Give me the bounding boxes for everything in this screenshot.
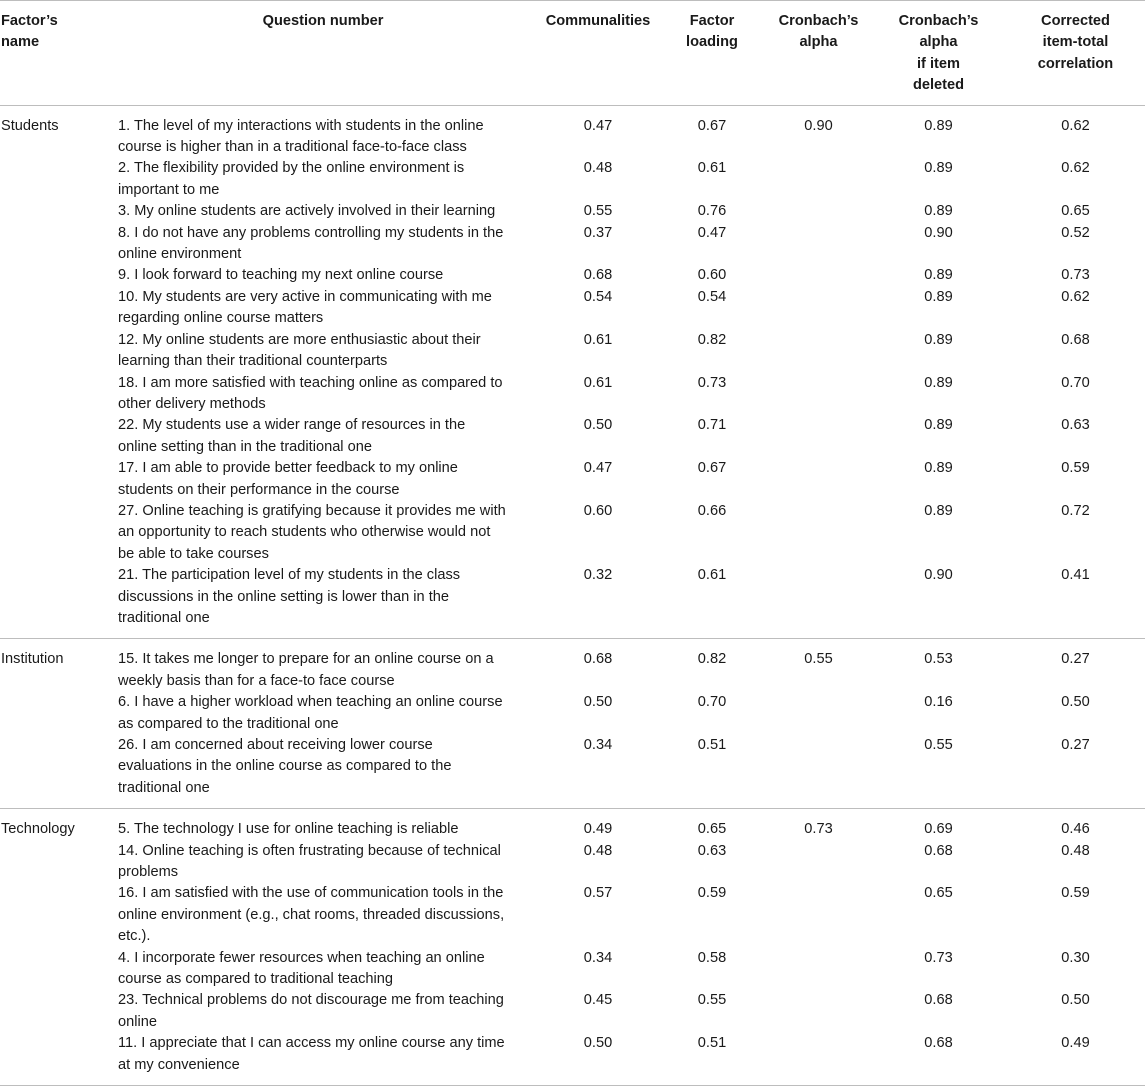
factor-loading-cell: 0.63 xyxy=(697,842,727,859)
factor-name-cell xyxy=(0,883,108,947)
communality-cell: 0.57 xyxy=(583,885,613,902)
alpha-if-deleted-cell: 0.89 xyxy=(924,331,953,348)
corrected-correlation-cell: 0.49 xyxy=(1006,1033,1145,1085)
cronbach-alpha-cell xyxy=(766,415,871,458)
cronbach-alpha-cell xyxy=(766,565,871,639)
question-cell: 18. I am more satisfied with teaching online as compared to other delivery methods xyxy=(118,374,503,412)
communality-cell: 0.49 xyxy=(583,821,613,838)
corrected-correlation-cell: 0.62 xyxy=(1061,288,1090,305)
factor-name-cell xyxy=(0,287,108,330)
alpha-if-deleted-cell: 0.89 xyxy=(924,288,953,305)
communality-cell: 0.68 xyxy=(583,267,613,284)
factor-loading-cell: 0.55 xyxy=(697,992,727,1009)
table-row xyxy=(0,373,1145,416)
factor-loading-cell: 0.61 xyxy=(658,565,766,639)
table-body xyxy=(0,105,1145,1085)
factor-name-cell xyxy=(0,735,108,809)
cronbach-alpha-cell xyxy=(766,223,871,266)
factor-loading-cell: 0.82 xyxy=(697,651,727,668)
question-cell: 11. I appreciate that I can access my online course any time at my convenience xyxy=(108,1033,538,1085)
table-row xyxy=(0,841,1145,884)
cronbach-alpha-cell xyxy=(766,692,871,735)
header-corrected-correlation: Corrected item-total correlation xyxy=(1006,1,1145,106)
table-row xyxy=(0,201,1145,222)
alpha-if-deleted-cell: 0.89 xyxy=(924,117,953,134)
factor-name-cell xyxy=(0,330,108,373)
question-cell: 23. Technical problems do not discourage me from teaching online xyxy=(118,992,504,1030)
alpha-if-deleted-cell: 0.68 xyxy=(924,842,953,859)
alpha-if-deleted-cell: 0.89 xyxy=(924,160,953,177)
question-cell: 17. I am able to provide better feedback to my online students on their performance in the course xyxy=(118,460,458,498)
factor-name-cell xyxy=(0,223,108,266)
communality-cell: 0.34 xyxy=(538,735,658,809)
factor-name-cell: Institution xyxy=(1,651,64,668)
alpha-if-deleted-cell: 0.89 xyxy=(924,374,953,391)
question-cell: 9. I look forward to teaching my next online course xyxy=(118,267,444,284)
communality-cell: 0.32 xyxy=(538,565,658,639)
question-cell: 27. Online teaching is gratifying because it provides me with an opportunity to reach students who otherwise would not be able to take courses xyxy=(118,502,506,562)
communality-cell: 0.34 xyxy=(583,949,613,966)
table-row xyxy=(0,990,1145,1033)
cronbach-alpha-cell xyxy=(766,373,871,416)
cronbach-alpha-cell xyxy=(766,158,871,201)
cronbach-alpha-cell xyxy=(766,330,871,373)
alpha-if-deleted-cell: 0.65 xyxy=(924,885,953,902)
alpha-if-deleted-cell: 0.89 xyxy=(924,460,953,477)
question-cell: 26. I am concerned about receiving lower course evaluations in the online course as compared to the traditional one xyxy=(108,735,538,809)
factor-name-cell xyxy=(0,458,108,501)
table-row xyxy=(0,105,1145,158)
alpha-if-deleted-cell: 0.89 xyxy=(924,417,953,434)
factor-loading-cell: 0.82 xyxy=(697,331,727,348)
corrected-correlation-cell: 0.70 xyxy=(1061,374,1090,391)
factor-name-cell xyxy=(0,692,108,735)
factor-loading-cell: 0.71 xyxy=(697,417,727,434)
corrected-correlation-cell: 0.63 xyxy=(1061,417,1090,434)
factor-name-cell xyxy=(0,373,108,416)
cronbach-alpha-cell xyxy=(766,948,871,991)
alpha-if-deleted-cell: 0.68 xyxy=(871,1033,1006,1085)
alpha-if-deleted-cell: 0.90 xyxy=(924,224,953,241)
header-alpha-if-deleted: Cronbach’s alpha if item deleted xyxy=(871,1,1006,106)
cronbach-alpha-cell xyxy=(766,883,871,947)
cronbach-alpha-cell xyxy=(766,735,871,809)
factor-name-cell xyxy=(0,501,108,565)
question-cell: 10. My students are very active in communicating with me regarding online course matters xyxy=(118,288,492,327)
header-question-number: Question number xyxy=(108,1,538,106)
factor-loading-cell: 0.51 xyxy=(658,735,766,809)
factor-loading-cell: 0.59 xyxy=(697,885,727,902)
factor-loading-cell: 0.51 xyxy=(658,1033,766,1085)
communality-cell: 0.47 xyxy=(583,460,613,477)
cronbach-alpha-cell: 0.55 xyxy=(804,651,833,668)
question-cell: 12. My online students are more enthusiastic about their learning than their traditional counterparts xyxy=(118,331,481,370)
alpha-if-deleted-cell: 0.55 xyxy=(871,735,1006,809)
cronbach-alpha-cell: 0.90 xyxy=(804,117,833,134)
factor-name-cell: Technology xyxy=(1,821,75,838)
communality-cell: 0.54 xyxy=(583,288,613,305)
communality-cell: 0.48 xyxy=(583,160,613,177)
communality-cell: 0.45 xyxy=(583,992,613,1009)
factor-loading-cell: 0.61 xyxy=(697,160,727,177)
factor-name-cell xyxy=(0,841,108,884)
question-cell: 16. I am satisfied with the use of communication tools in the online environment (e.g., chat rooms, threaded discussions, etc.). xyxy=(118,885,505,945)
communality-cell: 0.37 xyxy=(583,224,613,241)
corrected-correlation-cell: 0.41 xyxy=(1006,565,1145,639)
question-cell: 5. The technology I use for online teaching is reliable xyxy=(118,821,459,838)
factor-loading-cell: 0.47 xyxy=(697,224,727,241)
header-factor-loading: Factor loading xyxy=(658,1,766,106)
table-row xyxy=(0,265,1145,286)
factor-loading-cell: 0.70 xyxy=(697,694,727,711)
alpha-if-deleted-cell: 0.16 xyxy=(924,694,953,711)
factor-loading-cell: 0.66 xyxy=(697,502,727,519)
factor-loading-cell: 0.65 xyxy=(697,821,727,838)
header-cronbach-alpha: Cronbach’s alpha xyxy=(766,1,871,106)
cronbach-alpha-cell xyxy=(766,201,871,222)
communality-cell: 0.48 xyxy=(583,842,613,859)
corrected-correlation-cell: 0.27 xyxy=(1006,735,1145,809)
communality-cell: 0.61 xyxy=(583,331,613,348)
corrected-correlation-cell: 0.50 xyxy=(1061,694,1090,711)
communality-cell: 0.50 xyxy=(583,694,613,711)
corrected-correlation-cell: 0.72 xyxy=(1061,502,1090,519)
alpha-if-deleted-cell: 0.90 xyxy=(871,565,1006,639)
question-cell: 14. Online teaching is often frustrating because of technical problems xyxy=(118,842,501,881)
factor-loading-cell: 0.73 xyxy=(697,374,727,391)
table-row xyxy=(0,1033,1145,1085)
communality-cell: 0.50 xyxy=(583,417,613,434)
question-cell: 15. It takes me longer to prepare for an online course on a weekly basis than for a face-to face course xyxy=(118,651,494,689)
alpha-if-deleted-cell: 0.89 xyxy=(924,267,953,284)
factor-name-cell xyxy=(0,1033,108,1085)
table-row xyxy=(0,223,1145,266)
table-row xyxy=(0,692,1145,735)
communality-cell: 0.47 xyxy=(583,117,613,134)
question-cell: 4. I incorporate fewer resources when teaching an online course as compared to traditional teaching xyxy=(118,949,485,988)
question-cell: 22. My students use a wider range of resources in the online setting than in the traditional one xyxy=(118,417,466,455)
question-cell: 8. I do not have any problems controlling my students in the online environment xyxy=(118,224,504,263)
corrected-correlation-cell: 0.68 xyxy=(1061,331,1090,348)
factor-loading-cell: 0.67 xyxy=(697,460,727,477)
corrected-correlation-cell: 0.27 xyxy=(1061,651,1090,668)
factor-name-cell xyxy=(0,990,108,1033)
alpha-if-deleted-cell: 0.68 xyxy=(924,992,953,1009)
alpha-if-deleted-cell: 0.89 xyxy=(924,502,953,519)
communality-cell: 0.68 xyxy=(583,651,613,668)
table-row xyxy=(0,287,1145,330)
corrected-correlation-cell: 0.62 xyxy=(1061,160,1090,177)
factor-name-cell xyxy=(0,948,108,991)
corrected-correlation-cell: 0.30 xyxy=(1061,949,1090,966)
corrected-correlation-cell: 0.73 xyxy=(1061,267,1090,284)
cronbach-alpha-cell xyxy=(766,841,871,884)
alpha-if-deleted-cell: 0.69 xyxy=(924,821,953,838)
table-header xyxy=(0,1,1145,106)
factor-name-cell: Students xyxy=(1,117,59,134)
communality-cell: 0.60 xyxy=(583,502,613,519)
corrected-correlation-cell: 0.48 xyxy=(1061,842,1090,859)
cronbach-alpha-cell xyxy=(766,265,871,286)
table-row xyxy=(0,883,1145,947)
cronbach-alpha-cell xyxy=(766,287,871,330)
cronbach-alpha-cell xyxy=(766,1033,871,1085)
alpha-if-deleted-cell: 0.53 xyxy=(924,651,953,668)
table-row xyxy=(0,330,1145,373)
factor-name-cell xyxy=(0,565,108,639)
corrected-correlation-cell: 0.62 xyxy=(1061,117,1090,134)
factor-name-cell xyxy=(0,415,108,458)
table-row xyxy=(0,565,1145,639)
communality-cell: 0.50 xyxy=(538,1033,658,1085)
alpha-if-deleted-cell: 0.89 xyxy=(924,203,953,220)
table-row xyxy=(0,948,1145,991)
cronbach-alpha-cell xyxy=(766,990,871,1033)
corrected-correlation-cell: 0.50 xyxy=(1061,992,1090,1009)
header-factor-name: Factor’s name xyxy=(0,1,108,106)
factor-loading-cell: 0.58 xyxy=(697,949,727,966)
question-cell: 3. My online students are actively involved in their learning xyxy=(118,203,496,220)
question-cell: 2. The flexibility provided by the online environment is important to me xyxy=(118,160,465,198)
corrected-correlation-cell: 0.52 xyxy=(1061,224,1090,241)
factor-loading-cell: 0.76 xyxy=(697,203,727,220)
header-communalities: Communalities xyxy=(538,1,658,106)
cronbach-alpha-cell xyxy=(766,501,871,565)
factor-loading-cell: 0.67 xyxy=(697,117,727,134)
corrected-correlation-cell: 0.46 xyxy=(1061,821,1090,838)
table-row xyxy=(0,501,1145,565)
corrected-correlation-cell: 0.59 xyxy=(1061,460,1090,477)
table-row xyxy=(0,415,1145,458)
communality-cell: 0.61 xyxy=(583,374,613,391)
question-cell: 1. The level of my interactions with students in the online course is higher than in a traditional face-to-face class xyxy=(118,117,484,156)
table-row xyxy=(0,158,1145,201)
corrected-correlation-cell: 0.65 xyxy=(1061,203,1090,220)
alpha-if-deleted-cell: 0.73 xyxy=(924,949,953,966)
factor-loading-cell: 0.54 xyxy=(697,288,727,305)
cronbach-alpha-cell: 0.73 xyxy=(804,821,833,838)
communality-cell: 0.55 xyxy=(583,203,613,220)
question-cell: 21. The participation level of my students in the class discussions in the online setting is lower than in the traditional one xyxy=(108,565,538,639)
factor-name-cell xyxy=(0,265,108,286)
corrected-correlation-cell: 0.59 xyxy=(1061,885,1090,902)
factor-name-cell xyxy=(0,201,108,222)
factor-loading-cell: 0.60 xyxy=(697,267,727,284)
table-row xyxy=(0,639,1145,692)
table-row xyxy=(0,809,1145,841)
table-row xyxy=(0,458,1145,501)
factor-name-cell xyxy=(0,158,108,201)
cronbach-alpha-cell xyxy=(766,458,871,501)
table-row xyxy=(0,735,1145,809)
question-cell: 6. I have a higher workload when teaching an online course as compared to the traditional one xyxy=(118,694,503,732)
